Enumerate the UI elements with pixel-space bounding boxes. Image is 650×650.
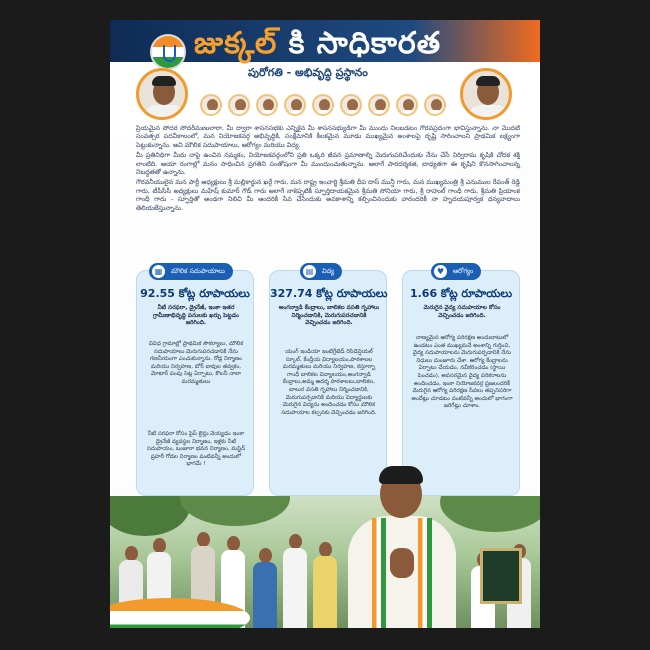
chief-minister-portrait	[460, 68, 512, 120]
education-box	[269, 267, 388, 496]
health-body: నాణ్యమైన ఆరోగ్య పరిరక్షణ అందుబాటులో ఉండటం ఎంత ముఖ్యమనే అంశాన్ని గుర్తించి, వైద్య సదుపాయాలను మెరుగుపర్చడానికి నేను నిధులు మంజూరు చేశా. ఆరోగ్య కేంద్రాలను ఏర్పాటు చేయడం, నవీకరించడం (స్థాయి పెంచడం), అవసరమైన వైద్య పరికరాలను అందించడం, ఇంకా నియోజకవర్గ ప్రజలందరికీ మెరుగైన ఆరోగ్య పరిరక్షణ సేవలు తప్పనిసరిగా అందేట్లు చూడటం వంటివన్నీ అందులో భాగంగా జరిగేట్లు చూశాం.	[411, 335, 513, 410]
newsletter-page	[110, 20, 540, 628]
education-amount: 327.74 కోట్ల రూపాయలు	[270, 287, 388, 300]
mla-greeting-photo	[342, 464, 462, 628]
intro-paragraph: గౌరవనీయులైన మన పార్టీ అధ్యక్షులు శ్రీ మల్లికార్జున ఖర్గే గారు, మన రాష్ట్ర ఇంచార్జి శ్రీమతి దీప దాస్ మున్షీ గారు, మన ముఖ్యమంత్రి శ్రీ ఎనుముల రేవంత్ రెడ్డి గారు, టీపీసీసీ అధ్యక్షులు మహేష్ కుమార్ గౌడ్ గారు అలాగే నాకెప్పటికీ స్ఫూర్తిదాయకమైన శ్రీమతి సోనియా గారు, శ్రీ రాహుల్ గాంధీ గారు, శ్రీమతి ప్రియాంక గాంధీ గారు - స్ఫూర్తితో అండగా నిలిచి మీ ఆందరికీ సేవ చేసేందుకు అవకాశాన్ని కల్పించినందుకు వారందరికీ నా హృదయపూర్వక ధన్యవాదాలు తెలియజేస్తున్నాను.	[136, 178, 520, 212]
folded-hands-icon	[390, 548, 414, 578]
badge-label: మౌలిక సదుపాయాలు	[171, 267, 225, 275]
page-subtitle: పురోగతి - అభివృద్ధి ప్రస్థానం	[248, 66, 368, 79]
leader-portrait	[312, 94, 334, 116]
badge-label: విద్య	[322, 267, 335, 275]
heart-pulse-icon: ♥	[434, 265, 447, 278]
infrastructure-box	[136, 267, 254, 496]
education-badge	[300, 263, 342, 280]
photo-person	[252, 548, 278, 628]
infrastructure-body-2: నీటి సరఫరా కోసం పైప్ లైన్లు వెయ్యడం ఇంకా డ్రైనేజీ వ్యవస్థల నిర్మాణం, ఇళ్లకు నీటి సదుపాయం, బంజారా భవన నిర్మాణం, మస్జిద్ ప్రహరీ గోడల నిర్మాణం వంటివన్నీ అందులో భాగమే !	[146, 431, 246, 468]
education-lead: అంగన్వాడి కేంద్రాలు, బాలికల వసతి గృహాలు నిర్మించడానికి, మెరుగుపరచడానికి వెచ్చించడం జరిగింది.	[278, 305, 380, 327]
tree	[180, 496, 290, 526]
health-lead: మెరుగైన వైద్య సదుపాయాల కోసం వెచ్చించడం జరిగింది.	[423, 305, 501, 319]
leader-portrait	[340, 94, 362, 116]
leader-portrait	[256, 94, 278, 116]
leader-portrait	[200, 94, 222, 116]
title-constituency: జుక్కల్	[194, 26, 278, 61]
book-icon: ▤	[303, 265, 316, 278]
intro-letter	[136, 124, 520, 214]
health-amount: 1.66 కోట్ల రూపాయలు	[409, 287, 513, 300]
page-title	[194, 26, 441, 68]
infrastructure-body: వివిధ గ్రామాల్లో ప్రాథమిక సౌకర్యాలు, మౌలిక సదుపాయాలు మెరుగుపరచడానికి నేను గణనీయంగా ఎంచుకున్నాను. రోడ్ల నిర్మాణం మరియు నిర్వహణ, బోర్ బావుల తవ్వకం, మోటార్ పంపు సెట్ల ఏర్పాటు, కొలనీ నాలా మరమ్మతులు	[148, 341, 244, 385]
leader-portrait	[396, 94, 418, 116]
infrastructure-amount: 92.55 కోట్ల రూపాయలు	[140, 287, 250, 300]
leader-portrait	[228, 94, 250, 116]
leader-portrait	[284, 94, 306, 116]
intro-paragraph: ప్రియమైన సోదర సోదరీమణులారా, మీ ద్వారా శాసనసభకు ఎన్నికైన మీ శాసనసభ్యుడిగా మీ ముందు నిలబడటం గౌరవప్రదంగా భావిస్తున్నాను. నా మొదటి సంవత్సర పదవీకాలంలో, మన నియోజకవర్గ అభివృద్ధికి, సంక్షేమానికి కీలకమైన మూడు ముఖ్యమైన అంశాలపై దృష్టి సారించాలని ప్రాథమిక లక్ష్యంగా పెట్టుకున్నాను. అవి మౌలిక సదుపాయాలు, ఆరోగ్యం మరియు విద్య.	[136, 124, 520, 149]
foundation-stone-plaque	[480, 548, 522, 604]
tree	[110, 496, 190, 536]
health-box	[402, 267, 520, 496]
health-badge	[431, 263, 481, 280]
infrastructure-lead: నీటి సరఫరా, డ్రైనేజీ, ఇంకా ఇతర గ్రామీణాభివృద్ధి పనులకు ఖర్చు పెట్టడం జరిగింది.	[153, 305, 239, 327]
intro-paragraph: మీ ప్రతినిధిగా మీరు నాపై ఉంచిన నమ్మకం, నియోజకవర్గంలోని ప్రతి ఒక్కరి జీవన ప్రమాణాల్ని మెరుగుపరిచేందుకు నేను చేసే నిర్విరామ కృషికి చోదక శక్తి లాంటిది. ఆయా రంగాల్లో మనం సాధించిన ప్రగతిని సంతోషంగా మీ ముందుంచుతున్నాను. ఆలాగే పారదర్శకత, బాధ్యతగా ఈ కృషిని కొనసాగించాలన్న నిబద్ధతతో ఉన్నాను.	[136, 151, 520, 177]
leader-portrait	[424, 94, 446, 116]
building-icon: ▦	[152, 265, 165, 278]
mla-portrait	[136, 68, 188, 120]
event-photo-collage	[110, 496, 540, 628]
title-rest: కి సాధికారత	[288, 26, 442, 61]
achievement-boxes	[136, 264, 520, 496]
infrastructure-badge	[149, 263, 233, 280]
party-logo-icon	[150, 34, 186, 70]
badge-label: ఆరోగ్యం	[453, 267, 474, 275]
education-body: యంగ్ ఇండియా ఇంటిగ్రేటెడ్ రెసిడెన్షియల్ స్కూల్, కేంద్రీయ విద్యాలయం,పాఠశాలల మరమ్మతులు మరియు నిర్వహణ, కస్తూర్బా గాంధీ బాలికల విద్యాలయం,అంగన్వాడి కేంద్రాలు,అమ్మ ఆదర్శ పాఠశాలలు,బాలికల, బాలుర వసతి గృహాలు నిర్మించడానికి, మెరుగుపర్చడానికి మరియు విద్యార్థులకు మెరుగైన విద్యను అందించడం కోసం మౌలిక సదుపాయాల కల్పనకు వెచ్చించడం జరిగింది.	[281, 349, 377, 416]
photo-person	[312, 542, 338, 628]
photo-person	[282, 534, 308, 628]
leader-portrait	[368, 94, 390, 116]
